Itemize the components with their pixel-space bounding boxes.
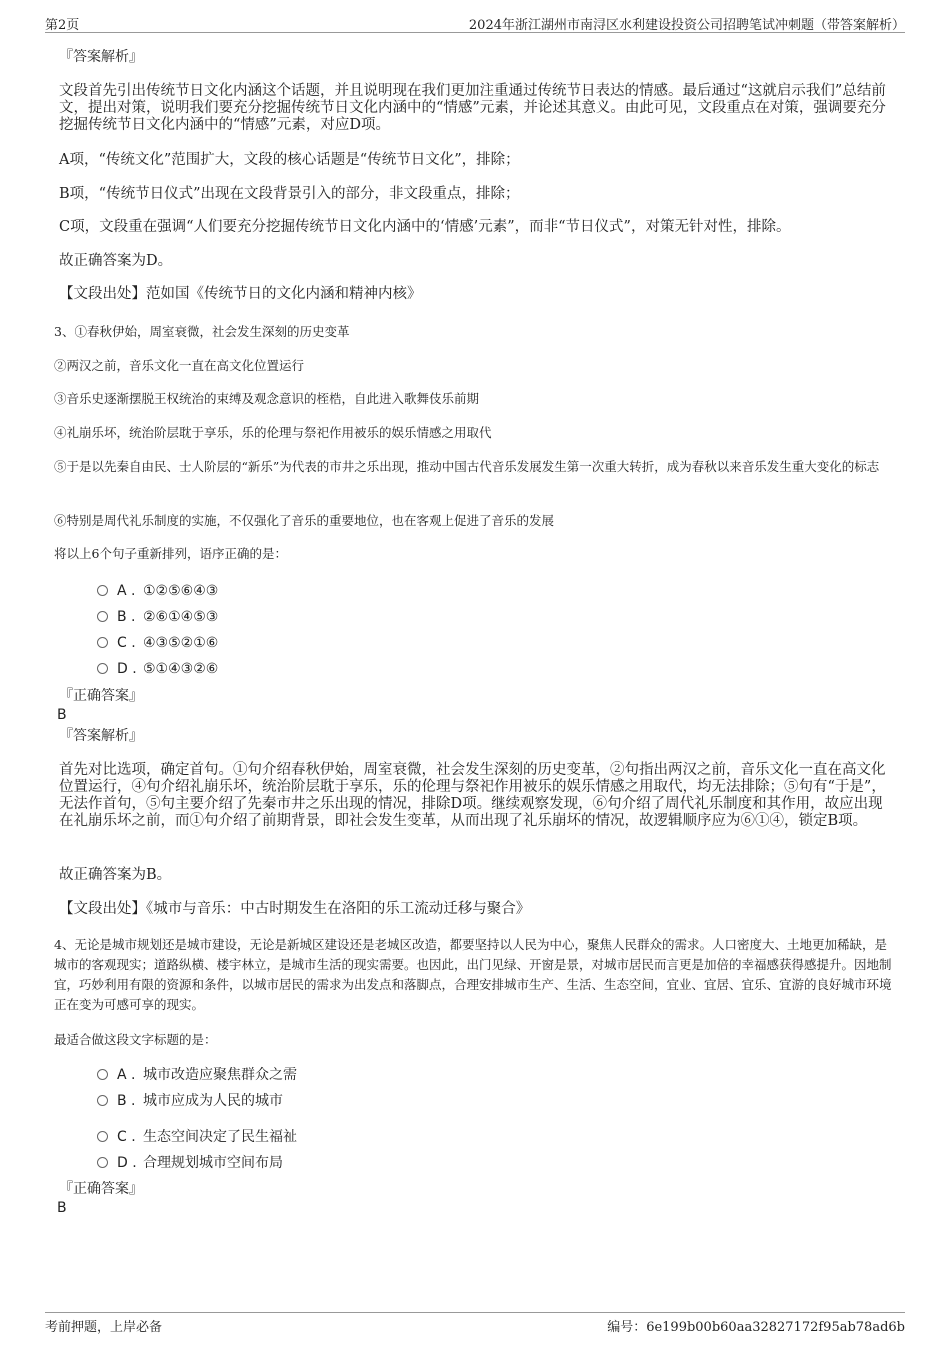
document-title: 2024年浙江湖州市南浔区水利建设投资公司招聘笔试冲刺题（带答案解析）: [468, 18, 905, 33]
q2-point-b: B项，“传统节日仪式”出现在文段背景引入的部分，非文段重点，排除；: [59, 186, 520, 202]
document-code: 编号：6e199b00b60aa32827172f95ab78ad6b: [607, 1320, 905, 1335]
radio-icon[interactable]: [97, 1095, 108, 1106]
q2-point-c: C项，文段重在强调“人们要充分挖掘传统节日文化内涵中的‘情感’元素”，而非“节日仪式”，对策无针对性，排除。: [59, 219, 791, 235]
q3-sentence-4: ④礼崩乐坏，统治阶层耽于享乐，乐的伦理与祭祀作用被乐的娱乐情感之用取代: [54, 425, 492, 440]
q4-option-b[interactable]: B . 城市应成为人民的城市: [97, 1092, 283, 1110]
q3-sentence-5: ⑤于是以先秦自由民、士人阶层的“新乐”为代表的市井之乐出现，推动中国古代音乐发展发生第一次重大转折，成为春秋以来音乐发生重大变化的标志: [54, 459, 880, 474]
q3-question: 将以上6个句子重新排列，语序正确的是：: [54, 546, 287, 561]
radio-icon[interactable]: [97, 637, 108, 648]
q2-analysis-label: 『答案解析』: [59, 49, 143, 65]
q4-option-c[interactable]: C . 生态空间决定了民生福祉: [97, 1128, 297, 1146]
q4-question: 最适合做这段文字标题的是：: [54, 1032, 217, 1047]
radio-icon[interactable]: [97, 1131, 108, 1142]
q4-answer-label: 『正确答案』: [59, 1181, 143, 1197]
footer-slogan: 考前押题，上岸必备: [45, 1320, 163, 1335]
radio-icon[interactable]: [97, 1069, 108, 1080]
page-footer: [45, 1312, 905, 1333]
q2-conclusion: 故正确答案为D。: [59, 253, 173, 269]
q2-analysis: 文段首先引出传统节日文化内涵这个话题，并且说明现在我们更加注重通过传统节日表达的情感。最后通过“这就启示我们”总结前文，提出对策，说明我们要充分挖掘传统节日文化内涵中的“情感”元素，并论述其意义。由此可见，文段重点在对策，强调要充分挖掘传统节日文化内涵中的“情感”元素，对应D项。: [59, 83, 886, 133]
radio-icon[interactable]: [97, 1157, 108, 1168]
q3-option-a[interactable]: A . ①②⑤⑥④③: [97, 582, 218, 600]
q3-sentence-6: ⑥特别是周代礼乐制度的实施，不仅强化了音乐的重要地位，也在客观上促进了音乐的发展: [54, 513, 555, 528]
page-header: [45, 12, 905, 33]
q2-source: 【文段出处】范如国《传统节日的文化内涵和精神内核》: [59, 286, 422, 302]
q4-option-a[interactable]: A . 城市改造应聚焦群众之需: [97, 1066, 297, 1084]
q3-answer: B: [57, 707, 67, 723]
q3-analysis-label: 『答案解析』: [59, 728, 143, 744]
radio-icon[interactable]: [97, 663, 108, 674]
q4-option-d[interactable]: D . 合理规划城市空间布局: [97, 1154, 283, 1172]
q3-option-c[interactable]: C . ④③⑤②①⑥: [97, 634, 218, 652]
q3-answer-label: 『正确答案』: [59, 688, 143, 704]
q3-option-b[interactable]: B . ②⑥①④⑤③: [97, 608, 218, 626]
q3-source: 【文段出处】《城市与音乐：中古时期发生在洛阳的乐工流动迁移与聚合》: [59, 901, 531, 917]
radio-icon[interactable]: [97, 585, 108, 596]
q3-option-d[interactable]: D . ⑤①④③②⑥: [97, 660, 218, 678]
q4-answer: B: [57, 1200, 67, 1216]
q4-passage: 4、无论是城市规划还是城市建设，无论是新城区建设还是老城区改造，都要坚持以人民为中心，聚焦人民群众的需求。人口密度大、土地更加稀缺，是城市的客观现实；道路纵横、楼宇林立，是城市生活的现实需要。也因此，出门见绿、开窗是景，对城市居民而言更是加倍的幸福感获得感提升。因地制宜，巧妙利用有限的资源和条件，以城市居民的需求为出发点和落脚点，合理安排城市生产、生活、生态空间，宜业、宜居、宜乐、宜游的良好城市环境正在变为可感可享的现实。: [54, 937, 892, 1012]
q2-point-a: A项，“传统文化”范围扩大，文段的核心话题是“传统节日文化”，排除；: [59, 152, 520, 168]
q3-analysis: 首先对比选项，确定首句。①句介绍春秋伊始，周室衰微，社会发生深刻的历史变革，②句指出两汉之前，音乐文化一直在高文化位置运行，④句介绍礼崩乐坏，统治阶层耽于享乐，乐的伦理与祭祀作用被乐的娱乐情感之用取代，均无法排除；⑤句有“于是”，无法作首句，⑤句主要介绍了先秦市井之乐出现的情况，排除D项。继续观察发现，⑥句介绍了周代礼乐制度和其作用，故应出现在礼崩乐坏之前，而①句介绍了前期背景，即社会发生变革，从而出现了礼乐崩坏的情况，故逻辑顺序应为⑥①④，锁定B项。: [59, 762, 886, 829]
page-number: 第2页: [45, 18, 80, 33]
q3-sentence-1: 3、①春秋伊始，周室衰微，社会发生深刻的历史变革: [54, 324, 350, 339]
q3-sentence-3: ③音乐史逐渐摆脱王权统治的束缚及观念意识的桎梏，自此进入歌舞伎乐前期: [54, 391, 480, 406]
q3-sentence-2: ②两汉之前，音乐文化一直在高文化位置运行: [54, 358, 305, 373]
radio-icon[interactable]: [97, 611, 108, 622]
q3-conclusion: 故正确答案为B。: [59, 867, 172, 883]
